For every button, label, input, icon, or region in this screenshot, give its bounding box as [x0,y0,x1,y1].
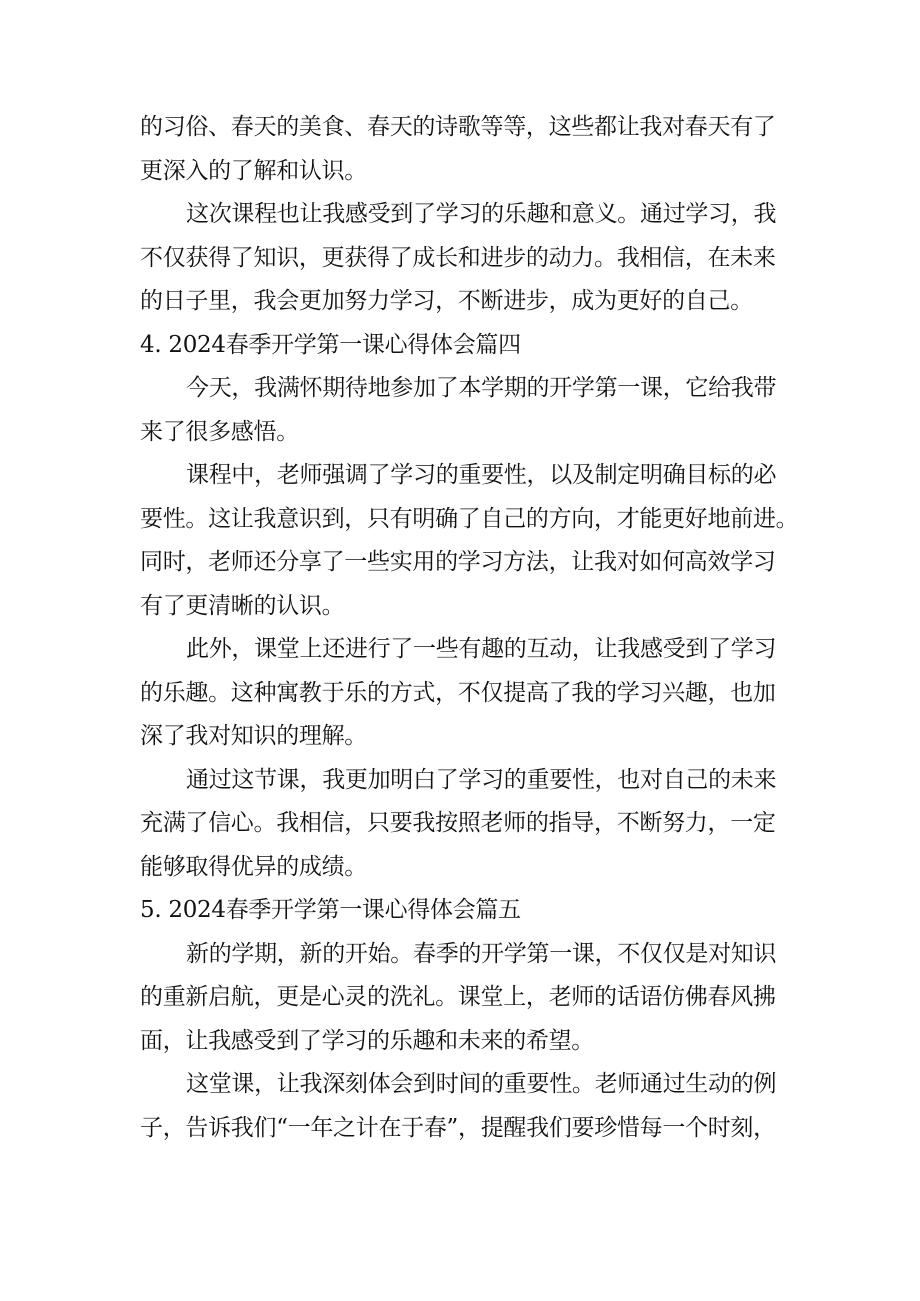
paragraph-line: 同时，老师还分享了一些实用的学习方法，让我对如何高效学习 [140,549,776,575]
paragraph-line: 的乐趣。这种寓教于乐的方式，不仅提高了我的学习兴趣，也加 [140,679,776,706]
paragraph-line: 能够取得优异的成绩。 [140,853,368,880]
paragraph-line: 子，告诉我们“一年之计在于春”，提醒我们要珍惜每一个时刻， [140,1114,776,1141]
section-heading: 5. 2024春季开学第一课心得体会篇五 [140,897,521,923]
paragraph-line: 今天，我满怀期待地参加了本学期的开学第一课，它给我带 [186,375,777,401]
paragraph-line: 的重新启航，更是心灵的洗礼。课堂上，老师的话语仿佛春风拂 [140,984,776,1010]
paragraph-line: 深了我对知识的理解。 [140,723,368,749]
paragraph-line: 来了很多感悟。 [140,418,299,445]
paragraph-line: 要性。这让我意识到，只有明确了自己的方向，才能更好地前进。 [140,505,799,532]
paragraph-line: 这堂课，让我深刻体会到时间的重要性。老师通过生动的例 [186,1071,777,1097]
paragraph-line: 新的学期，新的开始。春季的开学第一课，不仅仅是对知识 [186,940,777,967]
paragraph-line: 的习俗、春天的美食、春天的诗歌等等，这些都让我对春天有了 [140,114,776,140]
paragraph-line: 通过这节课，我更加明白了学习的重要性，也对自己的未来 [186,766,777,793]
paragraph-line: 的日子里，我会更加努力学习，不断进步，成为更好的自己。 [140,288,753,314]
paragraph-line: 面，让我感受到了学习的乐趣和未来的希望。 [140,1027,595,1054]
paragraph-line: 此外，课堂上还进行了一些有趣的互动，让我感受到了学习 [186,636,777,662]
paragraph-line: 不仅获得了知识，更获得了成长和进步的动力。我相信，在未来 [140,244,776,271]
paragraph-line: 有了更清晰的认识。 [140,592,345,619]
paragraph-line: 更深入的了解和认识。 [140,157,368,184]
paragraph-line: 充满了信心。我相信，只要我按照老师的指导，不断努力，一定 [140,810,776,836]
paragraph-line: 这次课程也让我感受到了学习的乐趣和意义。通过学习，我 [186,201,777,227]
paragraph-line: 课程中，老师强调了学习的重要性，以及制定明确目标的必 [186,462,777,488]
section-heading: 4. 2024春季开学第一课心得体会篇四 [140,331,521,358]
document-page [140,106,800,1150]
